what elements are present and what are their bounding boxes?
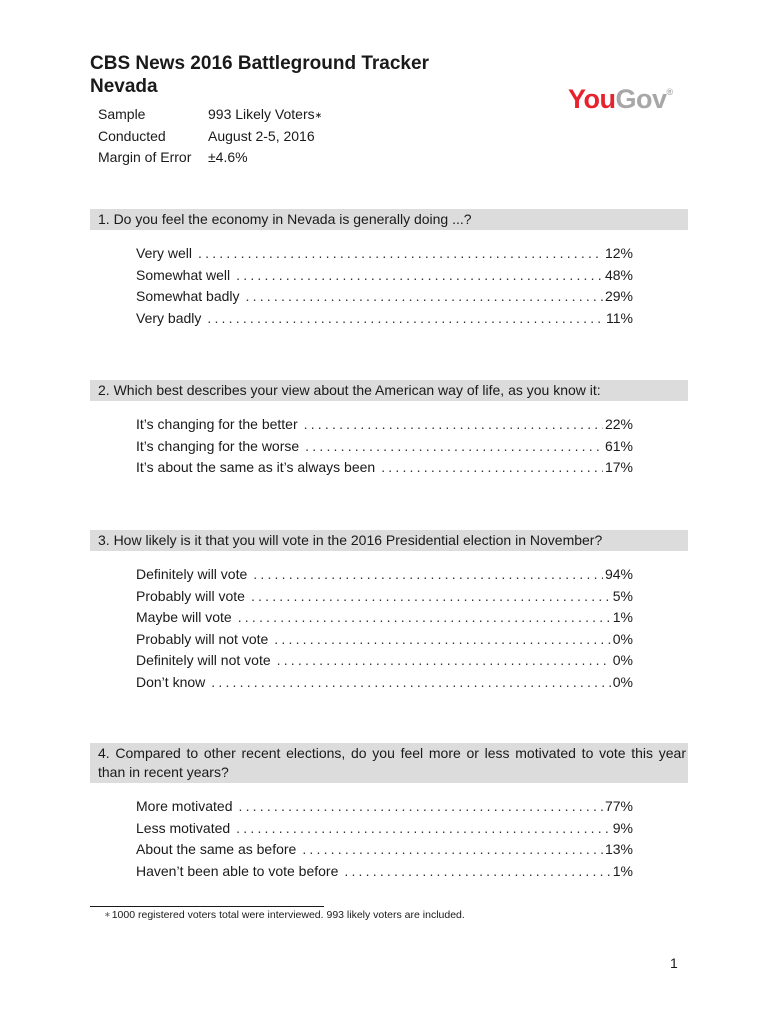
answer-row	[136, 566, 633, 588]
answer-percent: 1%	[612, 609, 633, 625]
answer-percent: 0%	[612, 673, 633, 690]
answer-row	[136, 820, 633, 842]
dot-leader	[344, 863, 610, 879]
question-2-header: 2. Which best describes your view about the American way of life, as you know it:	[90, 380, 688, 401]
logo-registered-mark: ®	[666, 87, 673, 97]
answer-percent: 1%	[612, 862, 633, 879]
answer-percent: 13%	[604, 841, 633, 857]
question-1-header: 1. Do you feel the economy in Nevada is generally doing ...?	[90, 209, 688, 230]
dot-leader	[246, 288, 603, 304]
answer-label: Don’t know	[136, 673, 206, 690]
dot-leader	[305, 438, 603, 454]
answer-row	[136, 588, 633, 610]
answer-row	[136, 652, 633, 674]
logo-you-text: You	[568, 84, 616, 114]
answer-row	[136, 674, 633, 696]
dot-leader	[238, 609, 611, 625]
answer-percent: 22%	[604, 416, 633, 432]
dot-leader	[238, 798, 602, 814]
survey-meta	[98, 104, 322, 169]
meta-row-moe	[98, 147, 322, 169]
question-4-header: 4. Compared to other recent elections, do you feel more or less motivated to vote this year than in recent years?	[90, 743, 688, 783]
answer-percent: 11%	[606, 309, 633, 326]
sample-footnote-star: ∗	[314, 110, 323, 120]
answer-row	[136, 798, 633, 820]
footnote-text: 1000 registered voters total were interviewed. 993 likely voters are included.	[111, 909, 465, 921]
dot-leader	[304, 416, 603, 432]
answer-label: Maybe will vote	[136, 609, 232, 625]
dot-leader	[211, 674, 611, 690]
moe-label: Margin of Error	[98, 149, 192, 165]
title-line-2: Nevada	[90, 76, 158, 97]
answer-row	[136, 267, 633, 289]
conducted-label: Conducted	[98, 127, 166, 144]
yougov-logo	[568, 84, 673, 115]
answer-percent: 5%	[612, 587, 633, 604]
sample-label: Sample	[98, 106, 146, 122]
answer-label: Somewhat well	[136, 266, 231, 283]
answer-label: It’s changing for the worse	[136, 437, 300, 454]
question-2-answers	[136, 416, 633, 481]
answer-percent: 77%	[604, 798, 633, 814]
page-number: 1	[670, 955, 678, 971]
sample-value-text: 993 Likely Voters	[208, 106, 315, 122]
answer-row	[136, 631, 633, 653]
answer-label: More motivated	[136, 798, 233, 814]
answer-label: Less motivated	[136, 819, 231, 836]
answer-percent: 9%	[612, 819, 633, 836]
answer-row	[136, 288, 633, 310]
answer-label: Very well	[136, 245, 193, 261]
moe-value: ±4.6%	[208, 149, 248, 165]
answer-percent: 12%	[604, 245, 633, 261]
question-3-answers	[136, 566, 633, 695]
dot-leader	[253, 566, 603, 582]
question-1-answers	[136, 245, 633, 331]
dot-leader	[236, 820, 611, 836]
page-title	[90, 52, 429, 98]
answer-row	[136, 245, 633, 267]
answer-percent: 17%	[604, 459, 633, 475]
footnote-star: ∗	[104, 910, 111, 919]
answer-label: Haven’t been able to vote before	[136, 862, 339, 879]
question-4-answers	[136, 798, 633, 884]
title-line-1: CBS News 2016 Battleground Tracker	[90, 53, 429, 74]
meta-row-sample	[98, 104, 322, 126]
logo-gov-text: Gov	[615, 84, 667, 114]
dot-leader	[236, 267, 603, 283]
dot-leader	[381, 459, 603, 475]
dot-leader	[302, 841, 603, 857]
answer-label: Probably will vote	[136, 587, 245, 604]
answer-row	[136, 841, 633, 863]
answer-label: Probably will not vote	[136, 630, 269, 647]
answer-percent: 0%	[612, 652, 633, 668]
answer-row	[136, 416, 633, 438]
conducted-value: August 2-5, 2016	[208, 127, 315, 144]
footnote-divider	[90, 906, 324, 907]
dot-leader	[251, 588, 611, 604]
dot-leader	[207, 310, 604, 326]
answer-percent: 61%	[604, 437, 633, 454]
answer-label: Definitely will not vote	[136, 652, 271, 668]
answer-percent: 0%	[612, 630, 633, 647]
answer-percent: 94%	[604, 566, 633, 582]
answer-label: It’s changing for the better	[136, 416, 298, 432]
answer-label: It’s about the same as it’s always been	[136, 459, 376, 475]
meta-row-conducted	[98, 126, 322, 148]
dot-leader	[274, 631, 610, 647]
answer-label: About the same as before	[136, 841, 297, 857]
answer-row	[136, 438, 633, 460]
answer-percent: 48%	[604, 266, 633, 283]
dot-leader	[277, 652, 611, 668]
dot-leader	[198, 245, 603, 261]
answer-label: Somewhat badly	[136, 288, 240, 304]
answer-row	[136, 459, 633, 481]
footnote	[104, 909, 465, 921]
answer-percent: 29%	[604, 288, 633, 304]
answer-row	[136, 310, 633, 332]
answer-row	[136, 609, 633, 631]
question-3-header: 3. How likely is it that you will vote in the 2016 Presidential election in November?	[90, 530, 688, 551]
answer-label: Very badly	[136, 309, 202, 326]
sample-value	[208, 104, 322, 126]
answer-label: Definitely will vote	[136, 566, 248, 582]
answer-row	[136, 863, 633, 885]
